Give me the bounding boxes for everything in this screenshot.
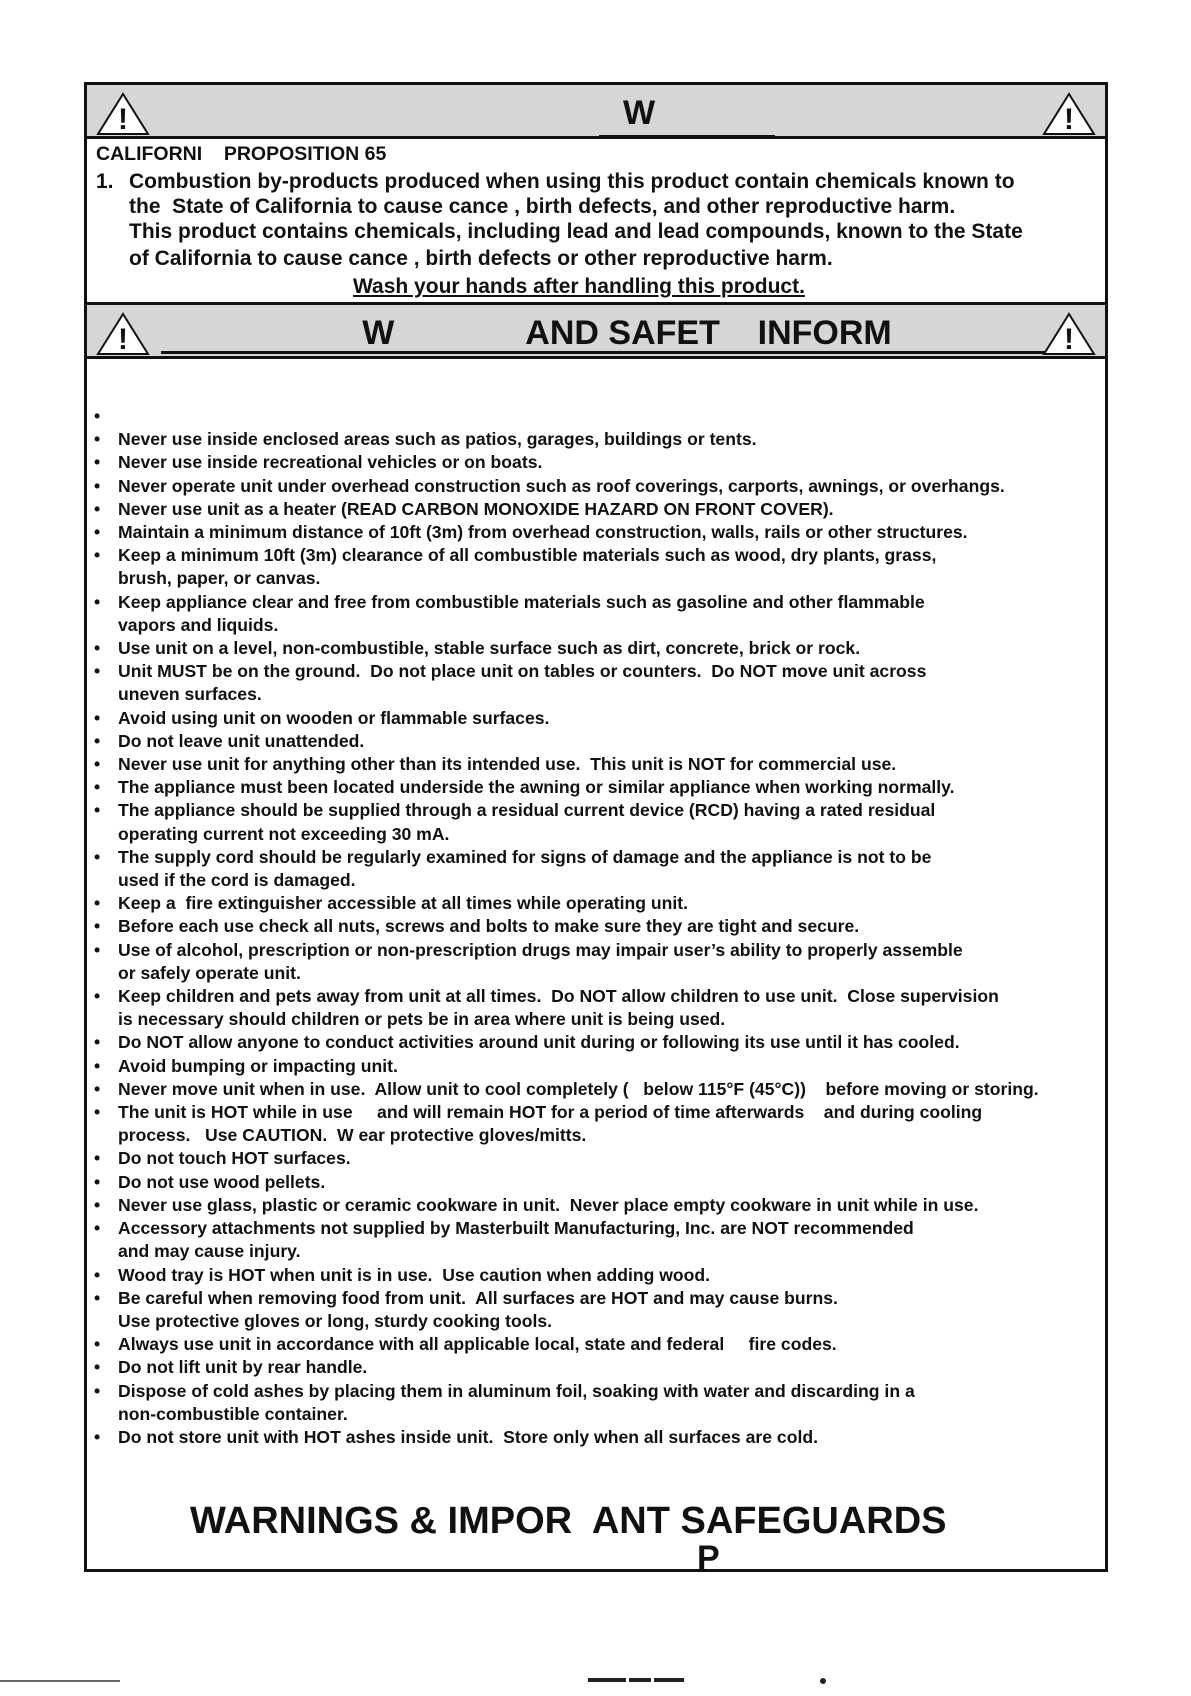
bullet-icon: •	[94, 1357, 101, 1378]
bullet-icon: •	[94, 800, 101, 821]
safety-bullet-item	[92, 498, 1102, 521]
bullet-text: Avoid using unit on wooden or flammable surfaces.	[118, 707, 550, 728]
bullet-icon: •	[94, 730, 101, 751]
bullet-text: Never move unit when in use. Allow unit to cool completely ( below 115°F (45°C)) before moving or storing.	[118, 1078, 1039, 1099]
bullet-text: The appliance must been located underside the awning or similar appliance when working normally.	[118, 777, 955, 798]
bullet-text: brush, paper, or canvas.	[118, 568, 321, 589]
safety-bullet-item	[92, 707, 1102, 730]
proposition-65-line: This product contains chemicals, including lead and lead compounds, known to the State	[129, 220, 1023, 243]
bullet-text: operating current not exceeding 30 mA.	[118, 823, 450, 844]
bullet-icon: •	[94, 1287, 101, 1308]
svg-text:!: !	[118, 323, 128, 356]
safety-bullet-item	[92, 1101, 1102, 1147]
proposition-65-line: of California to cause cance , birth defects or other reproductive harm.	[129, 247, 833, 270]
bullet-text: Do not use wood pellets.	[118, 1171, 326, 1192]
bullet-icon: •	[94, 1171, 101, 1192]
bullet-icon: •	[94, 522, 101, 542]
safety-bullet-item	[92, 776, 1102, 799]
bullet-text: The unit is HOT while in use and will remain HOT for a period of time afterwards and during cooling	[118, 1102, 983, 1123]
bullet-text: Dispose of cold ashes by placing them in aluminum foil, soaking with water and discarding in a	[118, 1380, 915, 1401]
bullet-text: The supply cord should be regularly examined for signs of damage and the appliance is not to be	[118, 846, 932, 867]
warning-triangle-icon	[95, 91, 151, 137]
bullet-icon: •	[94, 1334, 101, 1355]
warning-triangle-icon	[95, 311, 151, 357]
warning-banner-safety	[84, 302, 1108, 359]
bullet-text: Never use unit as a heater (READ CARBON MONOXIDE HAZARD ON FRONT COVER).	[118, 498, 834, 519]
bullet-text: Be careful when removing food from unit. All surfaces are HOT and may cause burns.	[118, 1287, 838, 1308]
safety-bullet-item	[92, 405, 1102, 428]
safety-bullet-item	[92, 1426, 1102, 1449]
safety-bullet-item	[92, 637, 1102, 660]
bullet-text: Always use unit in accordance with all applicable local, state and federal fire codes.	[118, 1334, 837, 1355]
bullet-text: non-combustible container.	[118, 1403, 348, 1424]
proposition-65-line: the State of California to cause cance , birth defects, and other reproductive harm.	[129, 195, 956, 218]
bullet-text: Keep a minimum 10ft (3m) clearance of all combustible materials such as wood, dry plants, grass,	[118, 545, 937, 566]
bullet-icon: •	[94, 545, 101, 566]
print-registration-marks	[588, 1678, 718, 1684]
bullet-icon: •	[94, 406, 101, 426]
bullet-icon: •	[94, 1148, 101, 1169]
bullet-icon: •	[94, 1055, 101, 1076]
item-number: 1.	[96, 170, 114, 193]
bullet-text: Maintain a minimum distance of 10ft (3m) from overhead construction, walls, rails or other structures.	[118, 522, 968, 542]
bullet-icon: •	[94, 638, 101, 659]
bullet-text: Do NOT allow anyone to conduct activities around unit during or following its use until it has cooled.	[118, 1032, 960, 1053]
bullet-text: Keep appliance clear and free from combustible materials such as gasoline and other flammable	[118, 591, 925, 612]
bullet-text: Use protective gloves or long, sturdy cooking tools.	[118, 1310, 553, 1331]
wash-hands-notice: Wash your hands after handling this product.	[353, 275, 805, 298]
bullet-text: Wood tray is HOT when unit is in use. Use caution when adding wood.	[118, 1264, 711, 1285]
safety-bullet-item	[92, 1078, 1102, 1101]
safety-bullet-item	[92, 1055, 1102, 1078]
bullet-text: Never use inside enclosed areas such as patios, garages, buildings or tents.	[118, 429, 757, 450]
safety-bullet-item	[92, 544, 1102, 590]
bullet-icon: •	[94, 475, 101, 496]
bullet-text: Never operate unit under overhead construction such as roof coverings, carports, awnings, or overhangs.	[118, 475, 1005, 496]
bullet-icon: •	[94, 1194, 101, 1215]
bullet-text: Never use glass, plastic or ceramic cookware in unit. Never place empty cookware in unit while in use.	[118, 1194, 979, 1215]
safety-bullet-item	[92, 1031, 1102, 1054]
bullet-text: is necessary should children or pets be in area where unit is being used.	[118, 1009, 726, 1030]
safety-bullet-item	[92, 846, 1102, 892]
bullet-text: or safely operate unit.	[118, 962, 301, 983]
bullet-text: Unit MUST be on the ground. Do not place unit on tables or counters. Do NOT move unit across	[118, 661, 927, 682]
safety-bullet-item	[92, 591, 1102, 637]
bullet-icon: •	[94, 429, 101, 450]
page-edge-line	[0, 1680, 120, 1682]
bullet-text: used if the cord is damaged.	[118, 870, 356, 891]
safety-bullet-item	[92, 1194, 1102, 1217]
safety-bullet-item	[92, 1356, 1102, 1379]
safety-bullet-list	[92, 405, 1102, 1449]
bullet-text: Use of alcohol, prescription or non-prescription drugs may impair user’s ability to properly assemble	[118, 939, 963, 960]
bullet-icon: •	[94, 1264, 101, 1285]
bullet-icon: •	[94, 754, 101, 775]
bullet-text: process. Use CAUTION. W ear protective gloves/mitts.	[118, 1125, 587, 1146]
warning-triangle-icon	[1041, 91, 1097, 137]
safety-bullet-item	[92, 521, 1102, 544]
bullet-icon: •	[94, 1426, 101, 1447]
svg-text:!: !	[118, 103, 128, 136]
safety-bullet-item	[92, 1380, 1102, 1426]
bullet-icon: •	[94, 1078, 101, 1099]
bullet-icon: •	[94, 916, 101, 937]
footer-letter: P	[697, 1539, 720, 1577]
svg-text:!: !	[1064, 103, 1074, 136]
bullet-text: Before each use check all nuts, screws and bolts to make sure they are tight and secure.	[118, 916, 860, 937]
safety-banner-title: W AND SAFET INFORM	[362, 314, 892, 352]
safety-bullet-item	[92, 799, 1102, 845]
bullet-text: vapors and liquids.	[118, 614, 279, 635]
bullet-icon: •	[94, 1102, 101, 1123]
bullet-icon: •	[94, 777, 101, 798]
proposition-65-heading: CALIFORNI PROPOSITION 65	[96, 143, 387, 165]
safety-bullet-item	[92, 730, 1102, 753]
safety-bullet-item	[92, 939, 1102, 985]
safeguards-footer-title: WARNINGS & IMPOR ANT SAFEGUARDS	[190, 1500, 947, 1542]
bullet-text: Never use unit for anything other than its intended use. This unit is NOT for commercial use.	[118, 754, 897, 775]
safety-bullet-item	[92, 753, 1102, 776]
safety-bullet-item	[92, 1333, 1102, 1356]
bullet-icon: •	[94, 986, 101, 1007]
safety-bullet-item	[92, 1287, 1102, 1333]
bullet-text: Use unit on a level, non-combustible, stable surface such as dirt, concrete, brick or rock.	[118, 638, 861, 659]
safety-bullet-item	[92, 1171, 1102, 1194]
safety-bullet-item	[92, 475, 1102, 498]
warning-triangle-icon	[1041, 311, 1097, 357]
print-dot	[820, 1678, 826, 1684]
bullet-icon: •	[94, 661, 101, 682]
proposition-65-line: Combustion by-products produced when using this product contain chemicals known to	[129, 170, 1015, 193]
bullet-text: Never use inside recreational vehicles or on boats.	[118, 452, 543, 473]
bullet-icon: •	[94, 707, 101, 728]
bullet-icon: •	[94, 591, 101, 612]
svg-text:!: !	[1064, 323, 1074, 356]
bullet-icon: •	[94, 1032, 101, 1053]
bullet-text: Avoid bumping or impacting unit.	[118, 1055, 398, 1076]
bullet-icon: •	[94, 846, 101, 867]
safety-bullet-item	[92, 451, 1102, 474]
bullet-icon: •	[94, 452, 101, 473]
bullet-icon: •	[94, 1218, 101, 1239]
bullet-icon: •	[94, 498, 101, 519]
safety-bullet-item	[92, 428, 1102, 451]
banner-underline	[599, 135, 775, 138]
safety-bullet-item	[92, 892, 1102, 915]
bullet-text: The appliance should be supplied through a residual current device (RCD) having a rated residual	[118, 800, 936, 821]
bullet-text: Do not lift unit by rear handle.	[118, 1357, 368, 1378]
safety-bullet-item	[92, 915, 1102, 938]
bullet-text: and may cause injury.	[118, 1241, 301, 1262]
bullet-text: Do not touch HOT surfaces.	[118, 1148, 351, 1169]
bullet-text: Keep a fire extinguisher accessible at all times while operating unit.	[118, 893, 689, 914]
warning-banner-top	[84, 82, 1108, 139]
bullet-icon: •	[94, 893, 101, 914]
safety-bullet-item	[92, 1217, 1102, 1263]
bullet-text: Do not store unit with HOT ashes inside unit. Store only when all surfaces are cold.	[118, 1426, 818, 1447]
safety-bullet-item	[92, 1147, 1102, 1170]
bullet-text: uneven surfaces.	[118, 684, 262, 705]
safety-bullet-item	[92, 660, 1102, 706]
bullet-text: Accessory attachments not supplied by Masterbuilt Manufacturing, Inc. are NOT recommended	[118, 1218, 914, 1239]
safety-bullet-item	[92, 1264, 1102, 1287]
bullet-text: Keep children and pets away from unit at all times. Do NOT allow children to use unit. Close supervision	[118, 986, 999, 1007]
bullet-icon: •	[94, 939, 101, 960]
bullet-text: Do not leave unit unattended.	[118, 730, 365, 751]
bullet-icon: •	[94, 1380, 101, 1401]
safety-bullet-item	[92, 985, 1102, 1031]
warning-banner-title: W	[622, 94, 656, 132]
